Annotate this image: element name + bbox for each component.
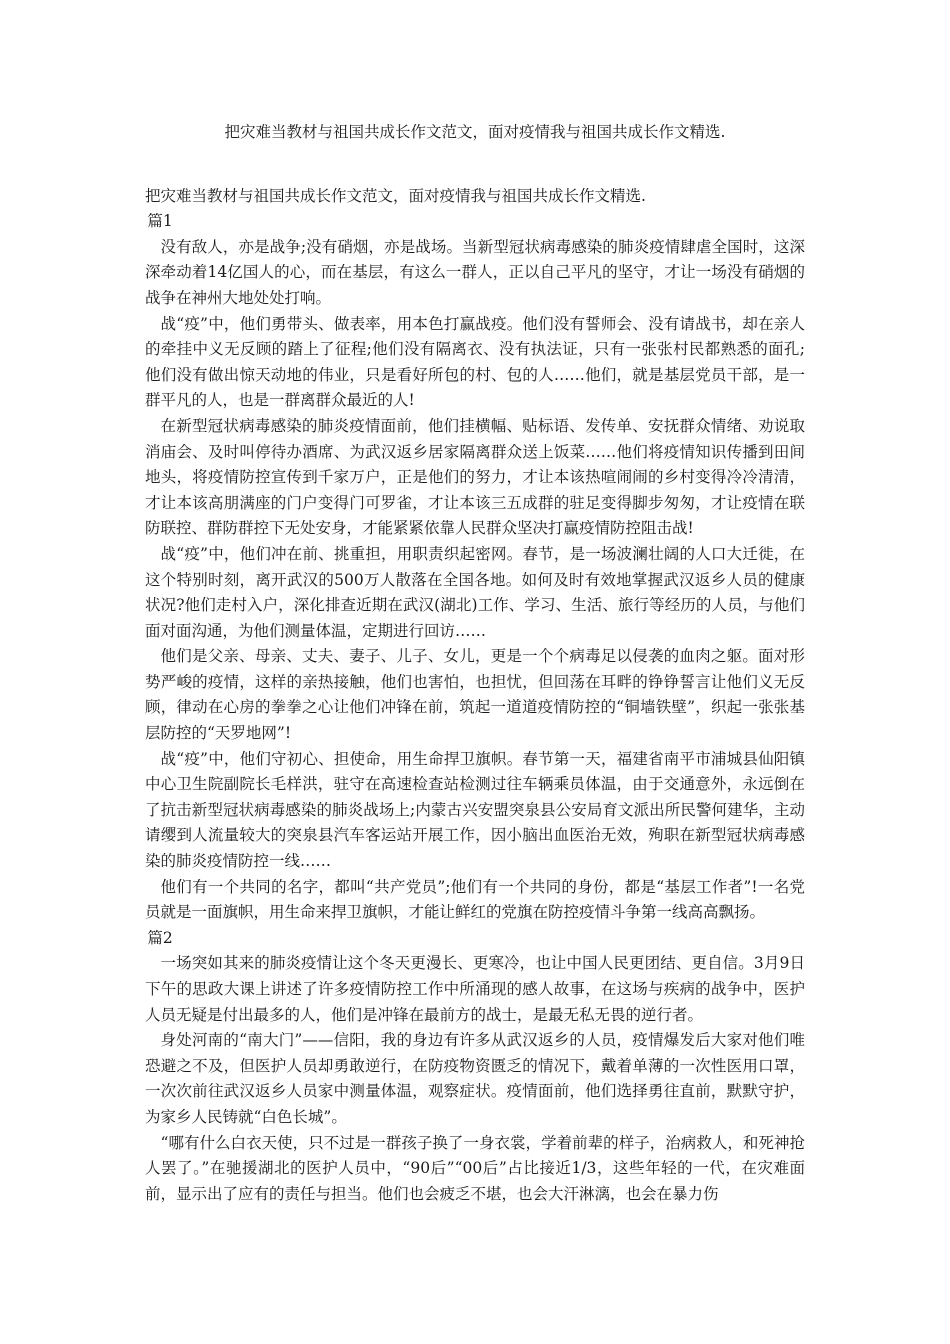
paragraph: “哪有什么白衣天使，只不过是一群孩子换了一身衣裳，学着前辈的样子，治病救人，和死神抢人罢了。”在驰援湖北的医护人员中，“90后”“00后”占比接近1/3，这些年轻的一代，在灾难面前，显示出了应有的责任与担当。他们也会疲乏不堪，也会大汗淋漓，也会在暴力伤	[145, 1133, 805, 1203]
paragraph: 战“疫”中，他们冲在前、挑重担，用职责织起密网。春节，是一场波澜壮阔的人口大迁徙，在这个特别时刻，离开武汉的500万人散落在全国各地。如何及时有效地掌握武汉返乡人员的健康状况?他们走村入户，深化排查近期在武汉(湖北)工作、学习、生活、旅行等经历的人员，与他们面对面沟通，为他们测量体温，定期进行回访……	[145, 544, 805, 640]
paragraph: 在新型冠状病毒感染的肺炎疫情面前，他们挂横幅、贴标语、发传单、安抚群众情绪、劝说取消庙会、及时叫停待办酒席、为武汉返乡居家隔离群众送上饭菜……他们将疫情知识传播到田间地头，将疫情防控宣传到千家万户，正是他们的努力，才让本该热喧闹闹的乡村变得冷冷清清，才让本该高朋满座的门户变得门可罗雀，才让本该三五成群的驻足变得脚步匆匆，才让疫情在联防联控、群防群控下无处安身，才能紧紧依靠人民群众坚决打赢疫情防控阻击战!	[145, 416, 805, 538]
section-2-label: 篇2	[147, 928, 173, 947]
section-1-label: 篇1	[147, 212, 173, 231]
paragraph: 没有敌人，亦是战争;没有硝烟，亦是战场。当新型冠状病毒感染的肺炎疫情肆虐全国时，这深深牵动着14亿国人的心，而在基层，有这么一群人，正以自己平凡的坚守，才让一场没有硝烟的战争在神州大地处处打响。	[145, 237, 805, 307]
document-title: 把灾难当教材与祖国共成长作文范文，面对疫情我与祖国共成长作文精选.	[224, 123, 726, 141]
paragraph: 他们有一个共同的名字，都叫“共产党员”;他们有一个共同的身份，都是“基层工作者”!一名党员就是一面旗帜，用生命来捍卫旗帜，才能让鲜红的党旗在防控疫情斗争第一线高高飘扬。	[145, 877, 805, 922]
document-subtitle: 把灾难当教材与祖国共成长作文范文，面对疫情我与祖国共成长作文精选.	[145, 186, 646, 205]
paragraph: 战“疫”中，他们守初心、担使命，用生命捍卫旗帜。春节第一天，福建省南平市浦城县仙阳镇中心卫生院副院长毛样洪，驻守在高速检查站检测过往车辆乘员体温，由于交通意外，永远倒在了抗击新型冠状病毒感染的肺炎战场上;内蒙古兴安盟突泉县公安局育文派出所民警何建华，主动请缨到人流量较大的突泉县汽车客运站开展工作，因小脑出血医治无效，殉职在新型冠状病毒感染的肺炎疫情防控一线……	[145, 749, 805, 871]
paragraph: 战“疫”中，他们勇带头、做表率，用本色打赢战疫。他们没有誓师会、没有请战书，却在亲人的牵挂中义无反顾的踏上了征程;他们没有隔离衣、没有执法证，只有一张张村民都熟悉的面孔;他们没有做出惊天动地的伟业，只是看好所包的村、包的人……他们，就是基层党员干部，是一群平凡的人，也是一群离群众最近的人!	[145, 314, 805, 410]
paragraph: 一场突如其来的肺炎疫情让这个冬天更漫长、更寒冷，也让中国人民更团结、更自信。3月9日下午的思政大课上讲述了许多疫情防控工作中所涌现的感人故事，在这场与疾病的战争中，医护人员无疑是付出最多的人，他们是冲锋在最前方的战士，是最无私无畏的逆行者。	[145, 954, 805, 1024]
paragraph: 身处河南的“南大门”——信阳，我的身边有许多从武汉返乡的人员，疫情爆发后大家对他们唯恐避之不及，但医护人员却勇敢逆行，在防疫物资匮乏的情况下，戴着单薄的一次性医用口罩，一次次前往武汉返乡人员家中测量体温，观察症状。疫情面前，他们选择勇往直前，默默守护，为家乡人民铸就“白色长城”。	[145, 1031, 805, 1126]
paragraph: 他们是父亲、母亲、丈夫、妻子、儿子、女儿，更是一个个病毒足以侵袭的血肉之躯。面对形势严峻的疫情，这样的亲热接触，他们也害怕，也担忧，但回荡在耳畔的铮铮誓言让他们义无反顾，律动在心房的拳拳之心让他们冲锋在前，筑起一道道疫情防控的“铜墙铁壁”，织起一张张基层防控的“天罗地网”!	[145, 647, 805, 743]
